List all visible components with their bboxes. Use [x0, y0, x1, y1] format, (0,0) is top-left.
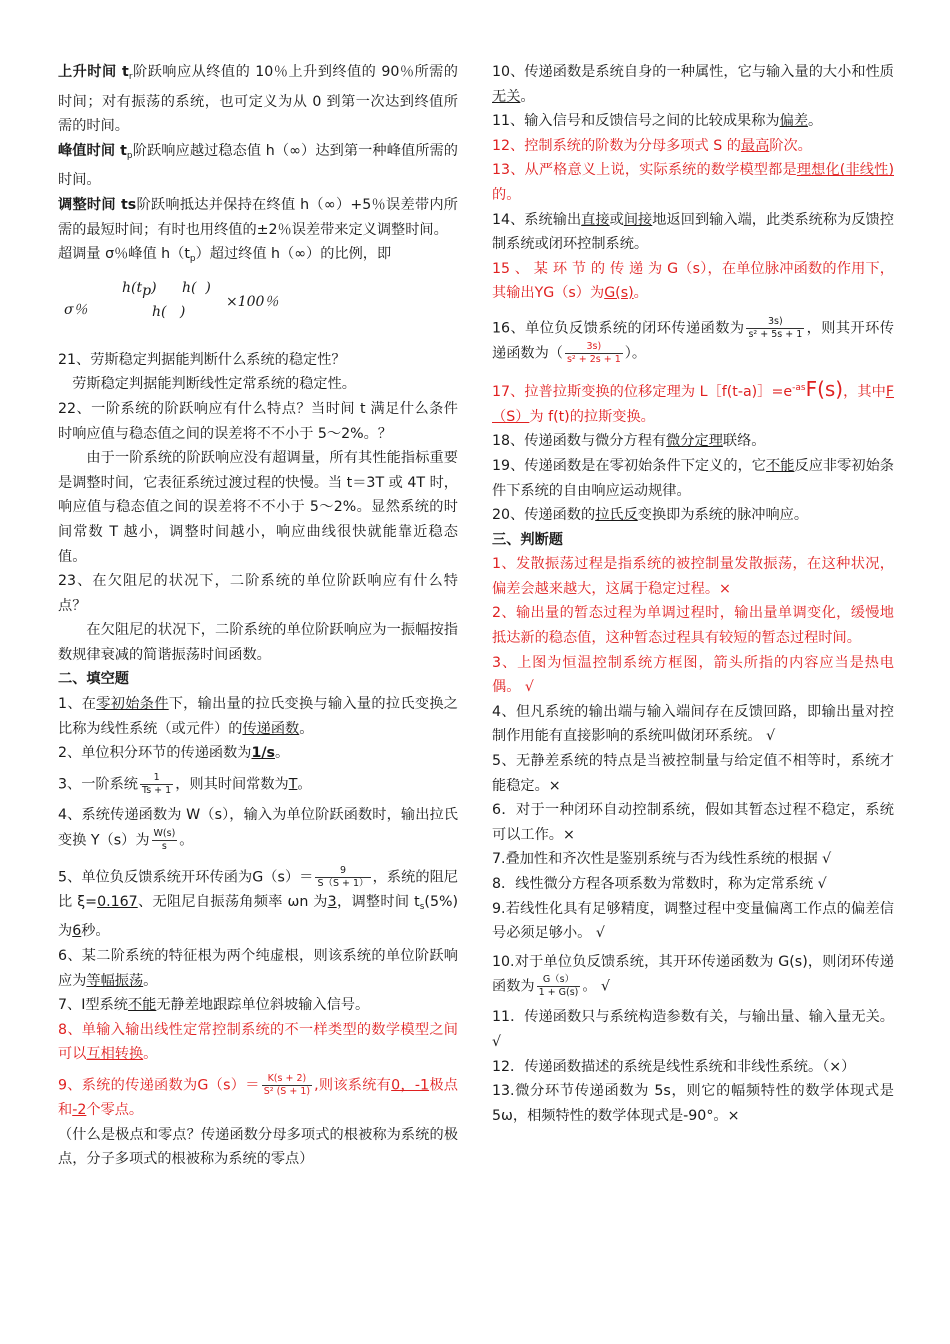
fill-9: 9、系统的传递函数为G（s）＝ $\frac{K(s + 2)}{\text{S² (S + 1)}}$ ,则该系统有0，-1极点和-2个零点。: [58, 1072, 458, 1118]
judge-8: 8．线性微分方程各项系数为常数时，称为定常系统 √: [492, 876, 827, 892]
fill-11: 11、输入信号和反馈信号之间的比较成果称为偏差。: [492, 113, 823, 130]
fill-13: 13、从严格意义上说，实际系统的数学模型都是理想化(非线性)的。: [492, 162, 894, 203]
fill-9-fraction: $\frac{K(s + 2)}{\text{S² (S + 1)}}$: [263, 1072, 311, 1097]
fill-2: 2、单位积分环节的传递函数为1/s。: [58, 745, 290, 762]
judge-11: 11．传递函数只与系统构造参数有关，与输出量、输入量无关。 √: [492, 1009, 894, 1051]
settling-time-def: 调整时间 ts阶跃响抵达并保持在终值 h（∞）+5％误差带内所需的最短时间；有时也用终值的±2％误差带来定义调整时间。: [58, 196, 458, 238]
fill-8: 8、单输入输出线性定常控制系统的不一样类型的数学模型之间可以互相转换。: [58, 1021, 458, 1063]
fill-19: 19、传递函数是在零初始条件下定义的，它不能反应非零初始条件下系统的自由响应运动规律。: [492, 457, 894, 499]
fill-20: 20、传递函数的拉氏反变换即为系统的脉冲响应。: [492, 507, 809, 524]
judge-6: 6．对于一种闭环自动控制系统，假如其暂态过程不稳定，系统可以工作。×: [492, 802, 894, 843]
fill-1: 1、在零初始条件下，输出量的拉氏变换与输入量的拉氏变换之比称为线性系统（或元件）的传递函数。: [58, 696, 458, 737]
fill-15: 15 、 某 环 节 的 传 递 为 G（s），在单位脉冲函数的作用下，其输出YG（s）为G(s)。: [492, 260, 894, 302]
fill-18: 18、传递函数与微分方程有微分定理联络。: [492, 433, 766, 450]
judge-1: 1、发散振荡过程是指系统的被控制量发散振荡，在这种状况，偏差会越来越大，这属于稳定过程。×: [492, 556, 894, 597]
rise-time-def: 上升时间 $t_r$阶跃响应从终值的 10％上升到终值的 90％所需的时间；对有振荡的系统，也可定义为从 0 到第一次达到终值所需的时间。: [58, 64, 458, 135]
judge-5: 5、无静差系统的特点是当被控制量与给定值不相等时，系统才能稳定。×: [492, 753, 894, 794]
fill-7: 7、Ⅰ型系统不能无静差地跟踪单位斜坡输入信号。: [58, 997, 370, 1014]
overshoot-def: 超调量 σ％峰值 $h(t_p)$超过终值 h（∞）的比例，即: [58, 246, 392, 265]
fill-16: 16、单位负反馈系统的闭环传递函数为 $\frac{3s)}{\text{s² + 5s + 1}}$ ，则其开环传递函数为（ $\frac{3s)}{\text{s² + 2s + 1}}$ ）。: [492, 315, 894, 366]
right-column: [492, 60, 894, 1128]
fill-4: 4、系统传递函数为 W（s），输入为单位阶跃函数时，输出拉氏变换 Y（s）为 $\frac{W(s)}{s}$ 。: [58, 806, 458, 852]
overshoot-formula: σ％ h(tp) h( ) h( ) ×100％: [64, 279, 279, 320]
settling-time-title: 调整时间 ts: [58, 196, 137, 213]
fill-9-note: （什么是极点和零点？传递函数分母多项式的根被称为系统的极点，分子多项式的根被称为系统的零点）: [58, 1126, 458, 1168]
left-column: [58, 60, 458, 1172]
a21: 劳斯稳定判据能判断线性定常系统的稳定性。: [72, 376, 356, 393]
fill-16-fraction-closed: $\frac{3s)}{\text{s² + 5s + 1}}$: [748, 315, 803, 340]
fill-16-fraction-open: $\frac{3s)}{\text{s² + 2s + 1}}$: [566, 341, 621, 366]
fill-6: 6、某二阶系统的特征根为两个纯虚根，则该系统的单位阶跃响应为等幅振荡。: [58, 947, 458, 989]
judge-7: 7.叠加性和齐次性是鉴别系统与否为线性系统的根据 √: [492, 851, 832, 868]
fill-4-fraction: $\frac{W(s)}{s}$: [153, 827, 176, 852]
judge-12: 12．传递函数描述的系统是线性系统和非线性系统。（×）: [492, 1058, 856, 1075]
q22: 22、一阶系统的阶跃响应有什么特点？当时间 t 满足什么条件时响应值与稳态值之间的误差将不不小于 5～2%。？: [58, 400, 458, 442]
q21: 21、劳斯稳定判据能判断什么系统的稳定性？: [58, 351, 346, 368]
fill-17: 17、拉普拉斯变换的位移定理为 $L[f(t-a)]=e^{-as}F(s)$，其中F（S）为 f(t)的拉斯变换。: [492, 377, 894, 425]
judge-3: 3、上图为恒温控制系统方框图，箭头所指的内容应当是热电偶。 √: [492, 654, 894, 696]
judge-10-fraction: $\frac{G(s)}{1 + G(s)}$: [538, 974, 579, 999]
q23: 23、在欠阻尼的状况下，二阶系统的单位阶跃响应有什么特点？: [58, 573, 458, 614]
rise-time-title: 上升时间 t: [58, 64, 129, 80]
section-fill-in: 二、填空题: [58, 671, 129, 688]
a22: 由于一阶系统的阶跃响应没有超调量，所有其性能指标重要是调整时间，它表征系统过渡过程的快慢。当 t＝3T 或 4T 时，响应值与稳态值之间的误差将不不小于 5～2%。显然系统的时间常数 T 越小，调整时间越小，响应曲线很快就能靠近稳态值。: [58, 450, 458, 565]
fill-12: 12、控制系统的阶数为分母多项式 S 的最高阶次。: [492, 137, 812, 154]
judge-10: 10.对于单位负反馈系统，其开环传递函数为 G(s)，则闭环传递函数为 $\frac{G(s)}{1 + G(s)}$ 。 √: [492, 953, 894, 999]
a23: 在欠阻尼的状况下，二阶系统的单位阶跃响应为一振幅按指数规律衰减的简谐振荡时间函数。: [58, 622, 458, 663]
peak-time-title: 峰值时间 t: [58, 142, 127, 159]
fill-5-fraction: $\frac{9}{S(S + 1)}$: [317, 864, 369, 889]
fill-14: 14、系统输出直接或间接地返回到输入端，此类系统称为反馈控制系统或闭环控制系统。: [492, 211, 894, 253]
section-true-false: 三、判断题: [492, 531, 563, 548]
fill-3: 3、一阶系统 $\frac{1}{Ts + 1}$ ，则其时间常数为T。: [58, 771, 312, 796]
judge-4: 4、但凡系统的输出端与输入端间存在反馈回路，即输出量对控制作用能有直接影响的系统叫做闭环系统。 √: [492, 703, 894, 745]
fill-10: 10、传递函数是系统自身的一种属性，它与输入量的大小和性质无关。: [492, 64, 894, 105]
judge-2: 2、输出量的暂态过程为单调过程时，输出量单调变化，缓慢地抵达新的稳态值，这种暂态过程具有较短的暂态过程时间。: [492, 605, 894, 647]
fill-5: 5、单位负反馈系统开环传函为G（s）＝ $\frac{9}{S(S + 1)}$ ，系统的阻尼比 ξ=0.167、无阻尼自振荡角频率 ωn 为3，调整时间 $t_s(5\%)$为6秒。: [58, 864, 458, 940]
peak-time-def: 峰值时间 $t_p$阶跃响应越过稳态值 h（∞）达到第一种峰值所需的时间。: [58, 142, 458, 189]
judge-13: 13.微分环节传递函数为 5s，则它的幅频特性的数学体现式是 5ω，相频特性的数学体现式是-90°。×: [492, 1083, 894, 1124]
judge-9: 9.若线性化具有足够精度，调整过程中变量偏离工作点的偏差信号必须足够小。 √: [492, 900, 894, 942]
fill-3-fraction: $\frac{1}{Ts + 1}$: [141, 771, 172, 796]
